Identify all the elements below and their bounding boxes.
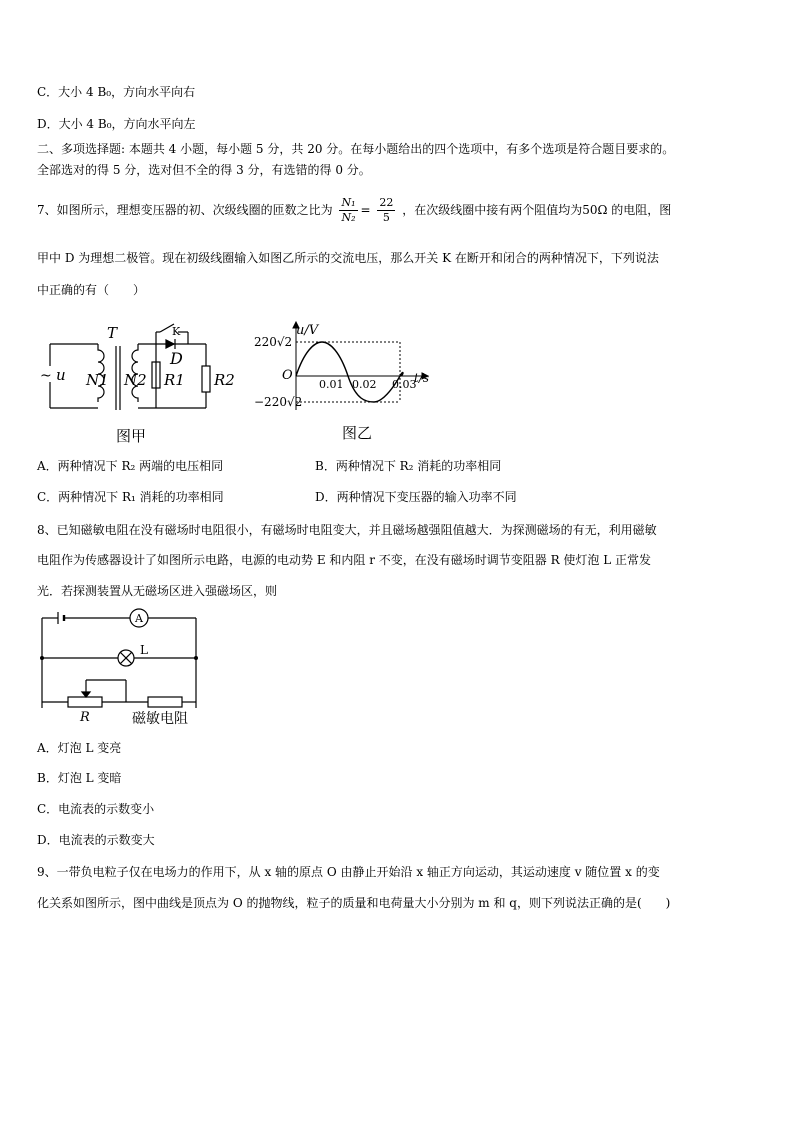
q8-line1: 8、已知磁敏电阻在没有磁场时电阻很小，有磁场时电阻变大，并且磁场越强阻值越大．为探测磁场的有无，利用磁敏: [37, 523, 657, 537]
rheostat-label: R: [80, 710, 90, 725]
q7-line2: 甲中 D 为理想二极管。现在初级线圈输入如图乙所示的交流电压，那么开关 K 在断开和闭合的两种情况下，下列说法: [37, 251, 659, 265]
fig-b-ytop: 220√2: [254, 335, 293, 349]
fig-a-N2: N2: [124, 371, 147, 389]
fig-a-caption: 图甲: [116, 427, 147, 445]
fig-a-R1: R1: [164, 371, 185, 389]
q7-option-a: A．两种情况下 R₂ 两端的电压相同: [37, 459, 224, 473]
fig-b-origin: O: [282, 368, 293, 383]
q7-figure-b: [252, 318, 432, 418]
option-c-prev: C．大小 4 B₀，方向水平向右: [37, 85, 196, 99]
q7-line1: [37, 190, 671, 230]
q8-option-b: B．灯泡 L 变暗: [37, 771, 122, 785]
fig-a-K: K: [172, 325, 181, 338]
fig-b-t3: 0.03: [392, 378, 417, 391]
q7-option-d: D．两种情况下变压器的输入功率不同: [315, 490, 517, 504]
q7-equals: =: [360, 203, 371, 217]
q7-line3: 中正确的有（ ）: [37, 283, 146, 297]
ammeter-label: A: [135, 612, 143, 625]
fig-b-t1: 0.01: [319, 378, 344, 391]
q8-option-c: C．电流表的示数变小: [37, 802, 155, 816]
q8-line3: 光．若探测装置从无磁场区进入强磁场区，则: [37, 584, 278, 598]
lamp-label: L: [140, 643, 148, 657]
fig-a-u: u: [56, 366, 66, 384]
sensor-label: 磁敏电阻: [132, 711, 188, 726]
fig-b-xaxis: t/s: [414, 371, 430, 385]
q8-line2: 电阻作为传感器设计了如图所示电路，电源的电动势 E 和内阻 r 不变，在没有磁场时调节变阻器 R 使灯泡 L 正常发: [37, 553, 652, 567]
q7-lead: 7、如图所示，理想变压器的初、次级线圈的匝数之比为: [37, 203, 333, 217]
fig-b-ybot: −220√2: [254, 395, 303, 409]
svg-text:~: ~: [40, 368, 52, 384]
q9-line1: 9、一带负电粒子仅在电场力的作用下，从 x 轴的原点 O 由静止开始沿 x 轴正方向运动，其运动速度 v 随位置 x 的变: [37, 865, 660, 879]
q8-option-a: A．灯泡 L 变亮: [37, 741, 122, 755]
q7-option-c: C．两种情况下 R₁ 消耗的功率相同: [37, 490, 224, 504]
q9-line2: 化关系如图所示，图中曲线是顶点为 O 的抛物线，粒子的质量和电荷量大小分别为 m 和 q，则下列说法正确的是( ): [37, 896, 671, 910]
fig-b-yaxis: u/V: [296, 323, 319, 338]
section2-instruction-1: 二、多项选择题: 本题共 4 小题，每小题 5 分，共 20 分。在每小题给出的四个选项中，有多个选项是符合题目要求的。: [37, 142, 675, 156]
q8-circuit-figure: [36, 608, 216, 726]
fig-a-D: D: [170, 349, 183, 368]
q7-option-b: B．两种情况下 R₂ 消耗的功率相同: [315, 459, 502, 473]
fig-a-R2: R2: [214, 371, 235, 389]
fig-a-T: T: [107, 324, 118, 342]
section2-instruction-2: 全部选对的得 5 分，选对但不全的得 3 分，有选错的得 0 分。: [37, 163, 371, 177]
q7-ratio-symbol: $\frac{\text{N₁}}{\text{N₂}}$: [341, 196, 356, 224]
q7-figure-a: [38, 318, 243, 418]
option-d-prev: D．大小 4 B₀，方向水平向左: [37, 117, 196, 131]
fig-a-N1: N1: [86, 371, 109, 389]
fig-b-t2: 0.02: [352, 378, 377, 391]
q8-option-d: D．电流表的示数变大: [37, 833, 155, 847]
q7-tail: ，在次级线圈中接有两个阻值均为50Ω 的电阻，图: [402, 203, 672, 217]
q7-ratio-value: $\frac{22}{5}$: [379, 196, 394, 224]
fig-b-caption: 图乙: [342, 424, 373, 442]
